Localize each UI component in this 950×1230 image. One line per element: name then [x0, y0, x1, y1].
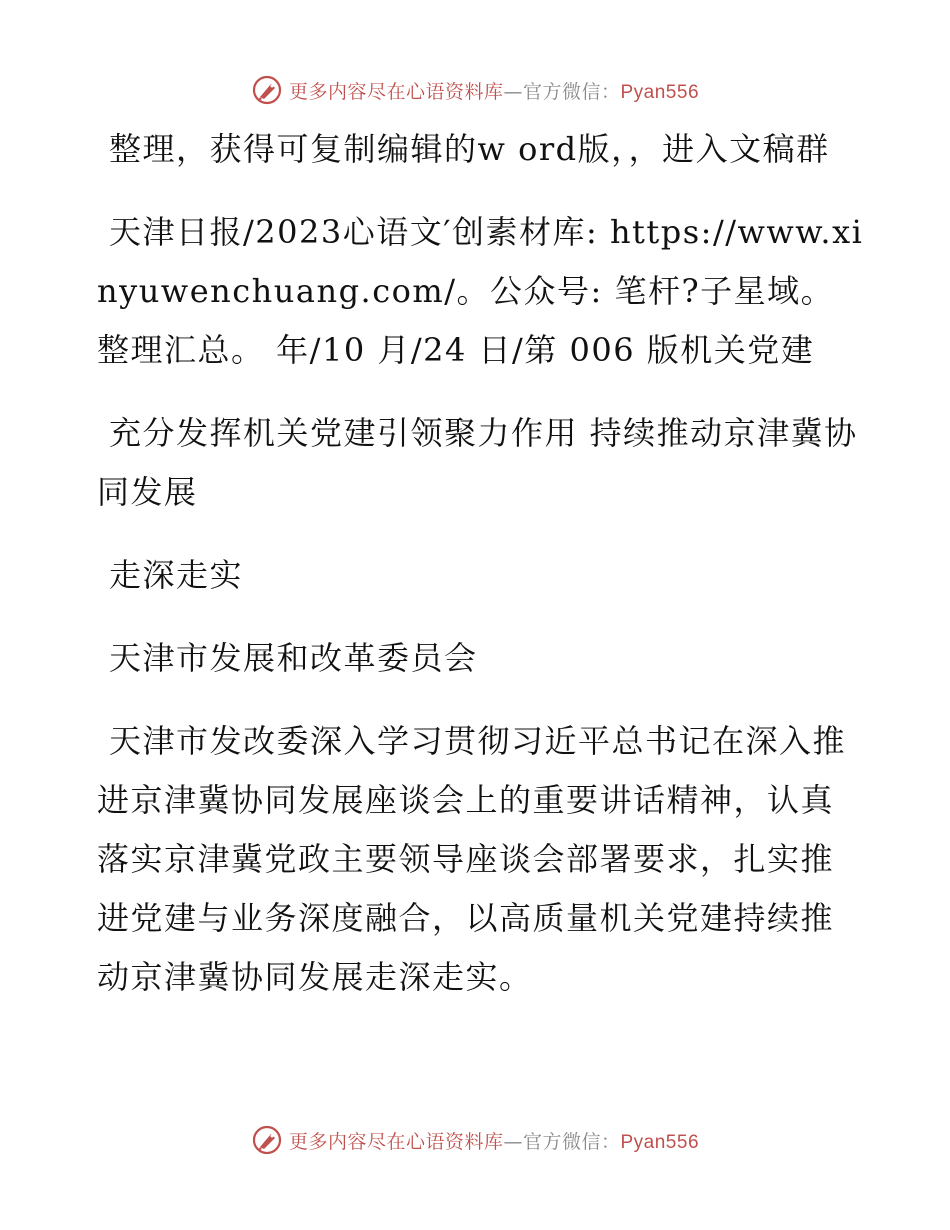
- article-headline: 充分发挥机关党建引领聚力作用 持续推动京津冀协同发展: [97, 414, 858, 511]
- article-subheadline: 走深走实: [109, 556, 244, 594]
- article-author: 天津市发展和改革委员会: [109, 639, 478, 677]
- paragraph-source: 天津日报/2023心语文′创素材库: https://www.xinyuwenchuang.com/。公众号: 笔杆?子星域。整理汇总。 年/10 月/24 日/第 006 版机关党建: [97, 213, 864, 369]
- footer-banner-dash: —: [503, 1130, 523, 1153]
- footer-banner: [0, 1120, 950, 1160]
- header-banner-wechat-id: Pyan556: [620, 81, 700, 103]
- header-banner-slogan: 更多内容尽在心语资料库: [288, 80, 504, 103]
- pen-nib-logo-icon: [251, 74, 283, 106]
- footer-banner-wechat-id: Pyan556: [620, 1131, 700, 1153]
- pen-nib-logo-icon: [251, 1124, 283, 1156]
- footer-banner-wechat-label: 官方微信：: [522, 1130, 621, 1153]
- article-body-paragraph: 天津市发改委深入学习贯彻习近平总书记在深入推进京津冀协同发展座谈会上的重要讲话精神，认真落实京津冀党政主要领导座谈会部署要求，扎实推进党建与业务深度融合，以高质量机关党建持续推动京津冀协同发展走深走实。: [97, 722, 847, 996]
- footer-banner-slogan: 更多内容尽在心语资料库: [288, 1130, 504, 1153]
- header-banner: [0, 70, 950, 110]
- paragraph-intro: 整理，获得可复制编辑的w ord版，，进入文稿群: [109, 130, 830, 168]
- header-banner-text: [289, 77, 699, 104]
- header-banner-wechat-label: 官方微信：: [522, 80, 621, 103]
- footer-banner-text: [289, 1127, 699, 1154]
- header-banner-dash: —: [503, 80, 523, 103]
- document-body: [97, 120, 867, 1031]
